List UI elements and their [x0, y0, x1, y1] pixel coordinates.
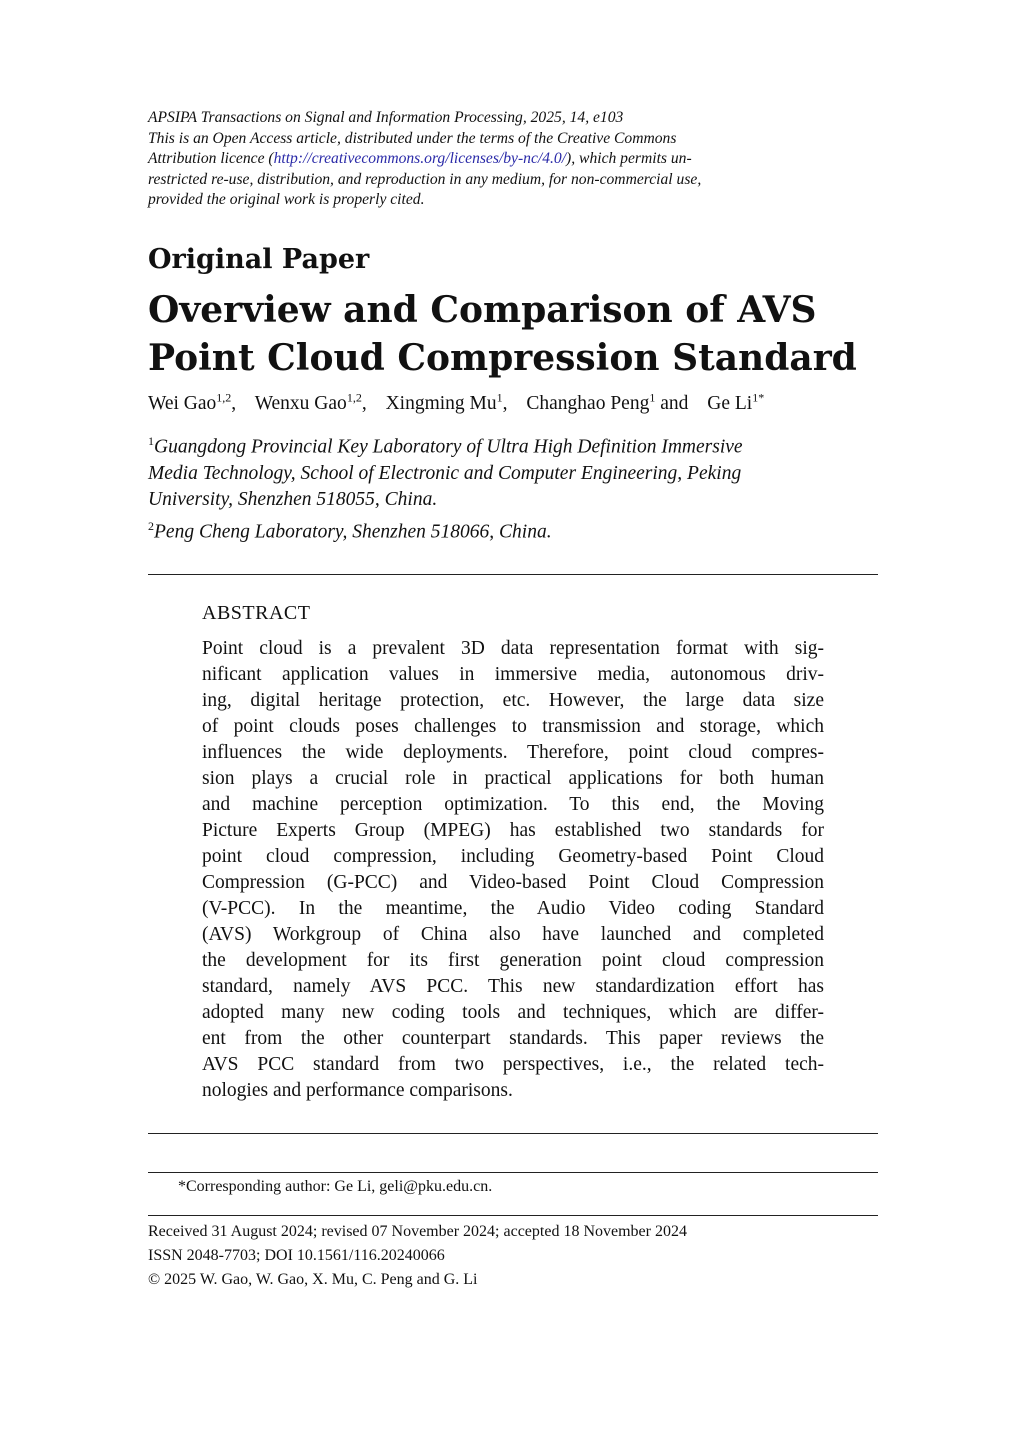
- journal-header: [148, 108, 878, 211]
- abstract-line: adopted many new coding tools and techniques, which are differ-: [202, 1002, 824, 1023]
- license-line-2: [148, 149, 878, 170]
- author-list: [148, 390, 764, 415]
- abstract-line: nologies and performance comparisons.: [202, 1080, 513, 1101]
- paper-title: [148, 286, 878, 382]
- affiliation-number: 2: [148, 518, 154, 533]
- publication-meta: [148, 1220, 687, 1292]
- author-name: Ge Li: [707, 392, 753, 414]
- abstract-line: (AVS) Workgroup of China also have launched and completed: [202, 924, 824, 945]
- license-line-4: provided the original work is properly cited.: [148, 191, 425, 209]
- copyright: © 2025 W. Gao, W. Gao, X. Mu, C. Peng and G. Li: [148, 1271, 478, 1288]
- abstract-line: of point clouds poses challenges to transmission and storage, which: [202, 716, 824, 737]
- affiliation-2-line-1: $^2$Peng Cheng Laboratory, Shenzhen 518066, China.: [148, 518, 552, 542]
- affiliation-number: 1: [148, 434, 154, 448]
- author-name: Wenxu Gao: [254, 392, 347, 414]
- author-name: Wei Gao: [148, 392, 217, 414]
- license-post: ), which permits un-: [566, 150, 692, 168]
- author-separator: ,: [231, 392, 237, 414]
- abstract-line: (V-PCC). In the meantime, the Audio Video coding Standard: [202, 898, 824, 919]
- license-line-3: restricted re-use, distribution, and reproduction in any medium, for non-commercial use,: [148, 170, 702, 188]
- abstract-line: ing, digital heritage protection, etc. However, the large data size: [202, 690, 824, 711]
- footnote-rule: [148, 1172, 878, 1173]
- abstract-line: ent from the other counterpart standards. This paper reviews the: [202, 1028, 824, 1049]
- author-affil-sup: 1*: [752, 390, 765, 404]
- author-separator: ,: [502, 392, 508, 414]
- abstract-line: nificant application values in immersive media, autonomous driv-: [202, 664, 824, 685]
- license-pre: Attribution licence (: [148, 150, 274, 168]
- author-separator: and: [655, 392, 689, 414]
- abstract-line: point cloud compression, including Geometry-based Point Cloud: [202, 846, 824, 867]
- abstract-bottom-rule: [148, 1133, 878, 1134]
- abstract-line: the development for its first generation point cloud compression: [202, 950, 824, 971]
- author: [526, 390, 689, 414]
- corresponding-author-footnote: *Corresponding author: Ge Li, geli@pku.edu.cn.: [178, 1178, 493, 1195]
- author-affil-sup: 1: [496, 390, 503, 404]
- abstract-line: standard, namely AVS PCC. This new standardization effort has: [202, 976, 824, 997]
- title-line-1: Overview and Comparison of AVS: [148, 289, 817, 331]
- abstract-line: Compression (G-PCC) and Video-based Point Cloud Compression: [202, 872, 824, 893]
- affiliations: [148, 428, 878, 545]
- license-line-1: This is an Open Access article, distributed under the terms of the Creative Commons: [148, 129, 677, 147]
- title-line-2: Point Cloud Compression Standard: [148, 337, 857, 379]
- author-affil-sup: 1,2: [346, 390, 362, 404]
- author: [707, 390, 765, 414]
- abstract-heading: ABSTRACT: [202, 602, 311, 624]
- abstract-line: and machine perception optimization. To this end, the Moving: [202, 794, 824, 815]
- journal-citation: APSIPA Transactions on Signal and Information Processing, 2025, 14, e103: [148, 109, 624, 126]
- author: [385, 390, 508, 414]
- paper-type: Original Paper: [148, 244, 370, 275]
- author-name: Xingming Mu: [385, 392, 497, 414]
- author: [254, 390, 367, 414]
- issn-doi: ISSN 2048-7703; DOI 10.1561/116.20240066: [148, 1247, 445, 1264]
- abstract-line: influences the wide deployments. Therefore, point cloud compres-: [202, 742, 824, 763]
- affiliation-1-line-2: Media Technology, School of Electronic and Computer Engineering, Peking: [148, 462, 742, 484]
- abstract-line: Point cloud is a prevalent 3D data representation format with sig-: [202, 638, 824, 659]
- author-affil-sup: 1,2: [216, 390, 232, 404]
- license-link[interactable]: http://creativecommons.org/licenses/by-nc/4.0/: [273, 150, 567, 168]
- received-dates: Received 31 August 2024; revised 07 November 2024; accepted 18 November 2024: [148, 1223, 687, 1240]
- meta-rule: [148, 1215, 878, 1216]
- author-separator: ,: [361, 392, 367, 414]
- author: [148, 390, 237, 414]
- author-name: Changhao Peng: [526, 392, 650, 414]
- abstract-top-rule: [148, 574, 878, 575]
- abstract-line: AVS PCC standard from two perspectives, i.e., the related tech-: [202, 1054, 824, 1075]
- author-affil-sup: 1: [649, 390, 656, 404]
- abstract-line: sion plays a crucial role in practical applications for both human: [202, 768, 824, 789]
- affiliation-1-line-1: $^1$Guangdong Provincial Key Laboratory of Ultra High Definition Immersive: [148, 434, 743, 458]
- abstract-body: [202, 636, 824, 1104]
- abstract-line: Picture Experts Group (MPEG) has established two standards for: [202, 820, 824, 841]
- affiliation-1-line-3: University, Shenzhen 518055, China.: [148, 488, 438, 510]
